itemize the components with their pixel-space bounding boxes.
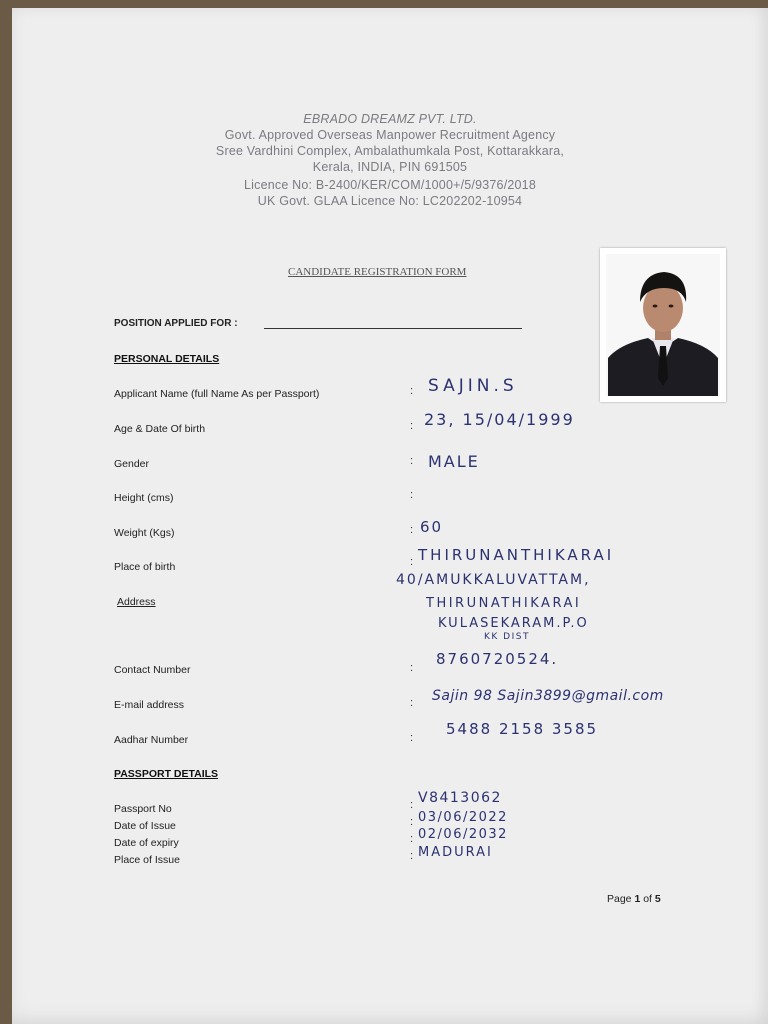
page-indicator [607,893,661,905]
colon: : [410,833,414,845]
contact-number-label: Contact Number [114,664,191,676]
page-number: 1 [634,893,641,905]
date-of-issue-value[interactable]: 03/06/2022 [418,810,508,825]
date-of-expiry-value[interactable]: 02/06/2032 [418,827,508,842]
passport-no-value[interactable]: V8413062 [418,790,502,806]
weight-value[interactable]: 60 [420,518,444,536]
date-of-expiry-label: Date of expiry [114,837,179,849]
address-line1[interactable]: 40/AMUKKALUVATTAM, [396,572,591,588]
colon: : [410,455,414,467]
colon: : [410,556,414,568]
aadhar-label: Aadhar Number [114,734,189,746]
colon: : [410,799,414,811]
personal-details-heading: PERSONAL DETAILS [114,353,220,365]
of-word: of [643,893,652,905]
place-of-birth-value[interactable]: THIRUNANTHIKARAI [418,546,615,564]
position-applied-blank[interactable] [264,328,522,329]
colon: : [410,524,414,536]
colon: : [410,816,414,828]
company-tagline: Govt. Approved Overseas Manpower Recruitment Agency [224,128,556,142]
passport-details-heading: PASSPORT DETAILS [114,768,219,780]
form-title: CANDIDATE REGISTRATION FORM [288,266,467,278]
company-licence: Licence No: B-2400/KER/COM/1000+/5/9376/2018 [244,178,536,192]
date-of-issue-label: Date of Issue [114,820,176,832]
position-applied-label: POSITION APPLIED FOR : [114,318,238,329]
company-address-line2: Kerala, INDIA, PIN 691505 [312,160,468,174]
aadhar-value[interactable]: 5488 2158 3585 [446,720,599,738]
place-of-birth-label: Place of birth [114,561,176,573]
address-line2[interactable]: THIRUNATHIKARAI [426,596,582,611]
address-label: Address [117,596,156,608]
candidate-photo-image [600,248,726,402]
company-address-line1: Sree Vardhini Complex, Ambalathumkala Post, Kottarakkara, [215,144,565,158]
page-word: Page [607,893,632,905]
email-value[interactable]: Sajin 98 Sajin3899@gmail.com [432,688,664,704]
contact-number-value[interactable]: 8760720524. [436,650,559,668]
applicant-name-value[interactable]: SAJIN.S [428,376,518,396]
colon: : [410,420,414,432]
colon: : [410,385,414,397]
passport-no-label: Passport No [114,803,172,815]
age-dob-value[interactable]: 23, 15/04/1999 [424,410,575,429]
gender-value[interactable]: MALE [428,452,480,471]
candidate-photo [600,248,726,402]
place-of-issue-label: Place of Issue [114,854,180,866]
age-dob-label: Age & Date Of birth [114,423,206,435]
page-total: 5 [654,893,661,905]
place-of-issue-value[interactable]: MADURAI [418,845,493,860]
height-label: Height (cms) [114,492,174,504]
colon: : [410,732,414,744]
colon: : [410,662,414,674]
company-name: EBRADO DREAMZ PVT. LTD. [303,112,477,126]
address-line4[interactable]: KK DIST [484,632,530,642]
email-label: E-mail address [114,699,185,711]
colon: : [410,697,414,709]
colon: : [410,489,414,501]
colon: : [410,850,414,862]
gender-label: Gender [114,458,150,470]
address-line3[interactable]: KULASEKARAM.P.O [438,616,589,631]
weight-label: Weight (Kgs) [114,527,175,539]
applicant-name-label: Applicant Name (full Name As per Passport) [114,388,320,400]
company-uk-licence: UK Govt. GLAA Licence No: LC202202-10954 [257,194,523,208]
